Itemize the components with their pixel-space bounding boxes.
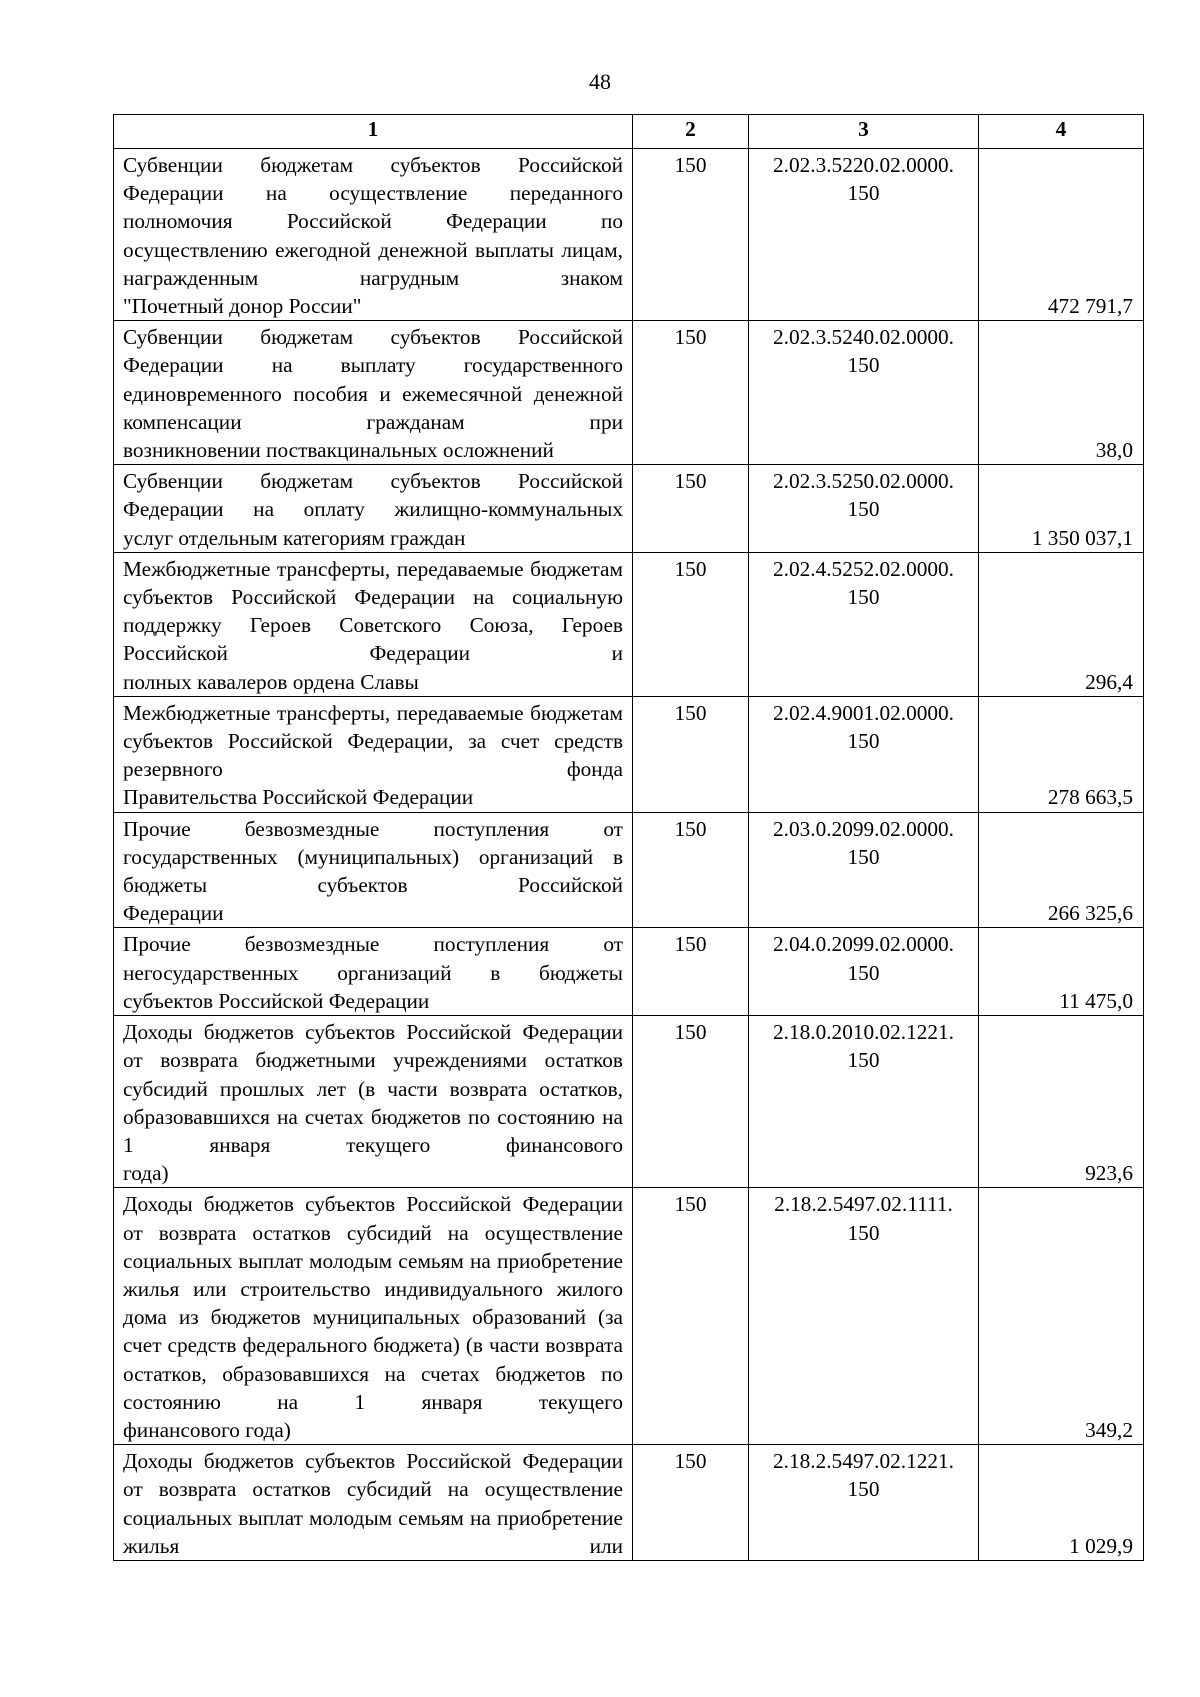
table-row — [114, 465, 1144, 553]
amount-cell: 923,6 — [979, 1016, 1144, 1188]
table-row — [114, 149, 1144, 321]
revenue-name-cell — [114, 928, 633, 1016]
revenue-name-line: Субвенции бюджетам субъектов Российской — [123, 153, 623, 177]
admin-code-cell: 150 — [633, 1445, 749, 1561]
revenue-name-line: Федерации от возврата остатков субсидий на — [123, 1449, 624, 1502]
amount-cell: 1 350 037,1 — [979, 465, 1144, 553]
revenue-name-line: за счет средств резервного фонда — [123, 729, 623, 782]
classification-code-suffix: 150 — [847, 353, 880, 378]
revenue-name-line: негосударственных организаций в бюджеты — [123, 960, 623, 985]
admin-code-cell: 150 — [633, 149, 749, 321]
classification-code-line: 2.18.2.5497.02.1111. — [774, 1192, 953, 1217]
amount-cell: 11 475,0 — [979, 928, 1144, 1016]
revenue-name-last-line: финансового года) — [123, 1417, 291, 1442]
classification-code-suffix: 150 — [847, 497, 880, 522]
table-row — [114, 1016, 1144, 1188]
table-row — [114, 928, 1144, 1016]
revenue-name-last-line: Правительства Российской Федерации — [123, 785, 474, 810]
table-row — [114, 1445, 1144, 1561]
revenue-name-line: Федерации от возврата бюджетными — [123, 1020, 624, 1073]
revenue-name-line: Федерации от возврата остатков субсидий на — [123, 1192, 624, 1245]
classification-code-line: 2.02.4.5252.02.0000. — [772, 556, 955, 581]
admin-code-cell: 150 — [633, 928, 749, 1016]
revenue-name-line: полномочия Российской Федерации по — [123, 209, 623, 234]
amount-cell: 1 029,9 — [979, 1445, 1144, 1561]
revenue-name-last-line: полных кавалеров ордена Славы — [123, 669, 419, 694]
revenue-name-line: семьям на приобретение жилья или — [123, 1505, 623, 1558]
revenue-name-last-line: "Почетный донор России" — [123, 294, 362, 319]
amount-cell: 296,4 — [979, 552, 1144, 696]
classification-code-cell — [749, 1188, 979, 1445]
revenue-name-cell — [114, 465, 633, 553]
classification-code-cell — [749, 1445, 979, 1561]
revenue-name-line: единовременного пособия и ежемесячной — [123, 381, 523, 406]
table-row — [114, 321, 1144, 465]
revenue-name-line: состоянию на 1 января текущего финансового — [123, 1104, 623, 1157]
amount-cell: 266 325,6 — [979, 812, 1144, 928]
revenue-name-line: Федерации на осуществление переданного — [123, 181, 623, 206]
classification-code-cell — [749, 321, 979, 465]
classification-code-line: 2.04.0.2099.02.0000. — [772, 932, 955, 957]
classification-code-line: 2.03.0.2099.02.0000. — [772, 816, 955, 841]
revenue-name-line: возврата остатков, образовавшихся на счетах — [123, 1333, 624, 1386]
revenue-name-last-line: услуг отдельным категориям граждан — [123, 525, 466, 550]
amount-cell: 38,0 — [979, 321, 1144, 465]
revenue-name-line: из бюджетов муниципальных образований (за — [178, 1305, 623, 1330]
revenue-name-line: бюджетов по состоянию на 1 января текущего — [123, 1361, 623, 1414]
revenue-name-cell — [114, 1016, 633, 1188]
revenue-name-cell — [114, 552, 633, 696]
column-header-4: 4 — [979, 115, 1144, 149]
amount-cell: 349,2 — [979, 1188, 1144, 1445]
revenue-name-cell — [114, 321, 633, 465]
revenue-name-line: государственных (муниципальных) — [123, 844, 460, 869]
table-row — [114, 1188, 1144, 1445]
revenue-name-line: денежной компенсации гражданам при — [123, 381, 623, 434]
revenue-name-last-line: субъектов Российской Федерации — [123, 988, 430, 1013]
classification-code-cell — [749, 465, 979, 553]
revenue-name-cell — [114, 696, 633, 812]
admin-code-cell: 150 — [633, 812, 749, 928]
classification-code-line: 2.02.3.5240.02.0000. — [772, 325, 955, 350]
revenue-name-line: Прочие безвозмездные поступления от — [123, 932, 623, 957]
classification-code-suffix: 150 — [847, 960, 880, 985]
revenue-name-last-line: года) — [123, 1161, 169, 1186]
revenue-name-line: Субвенции бюджетам субъектов Российской — [123, 469, 623, 494]
classification-code-line: 2.18.0.2010.02.1221. — [772, 1020, 955, 1045]
classification-code-cell — [749, 552, 979, 696]
amount-cell: 472 791,7 — [979, 149, 1144, 321]
column-header-2: 2 — [633, 115, 749, 149]
table-row — [114, 812, 1144, 928]
revenue-name-line: Федерации на оплату жилищно-коммунальных — [123, 497, 623, 522]
revenue-name-line: бюджетам субъектов Российской Федерации, — [123, 700, 623, 754]
budget-table — [113, 114, 1144, 1561]
admin-code-cell: 150 — [633, 465, 749, 553]
classification-code-cell — [749, 696, 979, 812]
column-header-3: 3 — [749, 115, 979, 149]
revenue-name-cell — [114, 812, 633, 928]
admin-code-cell: 150 — [633, 552, 749, 696]
revenue-name-line: Межбюджетные трансферты, передаваемые — [123, 556, 524, 581]
revenue-name-line: Союза, Героев Российской Федерации и — [123, 613, 623, 666]
revenue-name-last-line: Федерации — [123, 901, 224, 926]
admin-code-cell: 150 — [633, 696, 749, 812]
revenue-name-line: осуществление социальных выплат молодым — [123, 1477, 623, 1530]
revenue-name-line: Субвенции бюджетам субъектов Российской — [123, 325, 623, 350]
classification-code-suffix: 150 — [847, 1220, 880, 1245]
revenue-name-line: осуществлению ежегодной денежной выплаты — [123, 237, 554, 262]
page-number: 48 — [589, 69, 611, 94]
revenue-name-line: Доходы бюджетов субъектов Российской — [123, 1192, 512, 1217]
classification-code-line: 2.18.2.5497.02.1221. — [772, 1449, 955, 1474]
revenue-name-line: счет средств федерального бюджета) (в части — [123, 1333, 540, 1358]
classification-code-cell — [749, 1016, 979, 1188]
admin-code-cell: 150 — [633, 1016, 749, 1188]
classification-code-suffix: 150 — [847, 181, 880, 206]
revenue-name-line: бюджетам субъектов Российской Федерации — [123, 556, 623, 610]
classification-code-cell — [749, 928, 979, 1016]
admin-code-cell: 150 — [633, 321, 749, 465]
column-header-1: 1 — [114, 115, 633, 149]
classification-code-cell — [749, 812, 979, 928]
revenue-name-line: организаций в бюджеты субъектов Российской — [123, 844, 624, 898]
revenue-name-cell — [114, 149, 633, 321]
revenue-name-line: осуществление социальных выплат молодым — [123, 1220, 623, 1273]
revenue-name-line: лицам, награжденным нагрудным знаком — [123, 237, 623, 290]
revenue-name-line: семьям на приобретение жилья или — [123, 1248, 623, 1301]
revenue-name-cell — [114, 1445, 633, 1561]
table-row — [114, 696, 1144, 812]
classification-code-line: 2.02.3.5250.02.0000. — [772, 469, 955, 494]
amount-cell: 278 663,5 — [979, 696, 1144, 812]
revenue-name-line: строительство индивидуального жилого дома — [123, 1276, 623, 1330]
classification-code-suffix: 150 — [847, 729, 880, 754]
revenue-name-line: лет (в части возврата остатков, — [316, 1076, 624, 1101]
classification-code-line: 2.02.3.5220.02.0000. — [772, 153, 955, 177]
revenue-name-line: учреждениями остатков субсидий прошлых — [123, 1048, 623, 1101]
classification-code-line: 2.02.4.9001.02.0000. — [772, 700, 955, 725]
classification-code-suffix: 150 — [847, 844, 880, 869]
classification-code-suffix: 150 — [847, 1477, 880, 1502]
admin-code-cell: 150 — [633, 1188, 749, 1445]
revenue-name-line: образовавшихся на счетах бюджетов по — [123, 1104, 491, 1129]
revenue-name-line: на социальную поддержку Героев Советского — [123, 585, 623, 638]
classification-code-suffix: 150 — [847, 1048, 880, 1073]
revenue-name-line: Доходы бюджетов субъектов Российской — [123, 1020, 512, 1045]
revenue-name-line: Федерации на выплату государственного — [123, 353, 623, 378]
revenue-name-cell — [114, 1188, 633, 1445]
classification-code-cell — [749, 149, 979, 321]
classification-code-suffix: 150 — [847, 585, 880, 610]
table-row — [114, 552, 1144, 696]
revenue-name-line: Доходы бюджетов субъектов Российской — [123, 1449, 512, 1474]
revenue-name-last-line: возникновении поствакцинальных осложнений — [123, 438, 554, 463]
table-header-row — [114, 115, 1144, 149]
revenue-name-line: Прочие безвозмездные поступления от — [123, 816, 623, 841]
revenue-name-line: Межбюджетные трансферты, передаваемые — [123, 700, 524, 725]
